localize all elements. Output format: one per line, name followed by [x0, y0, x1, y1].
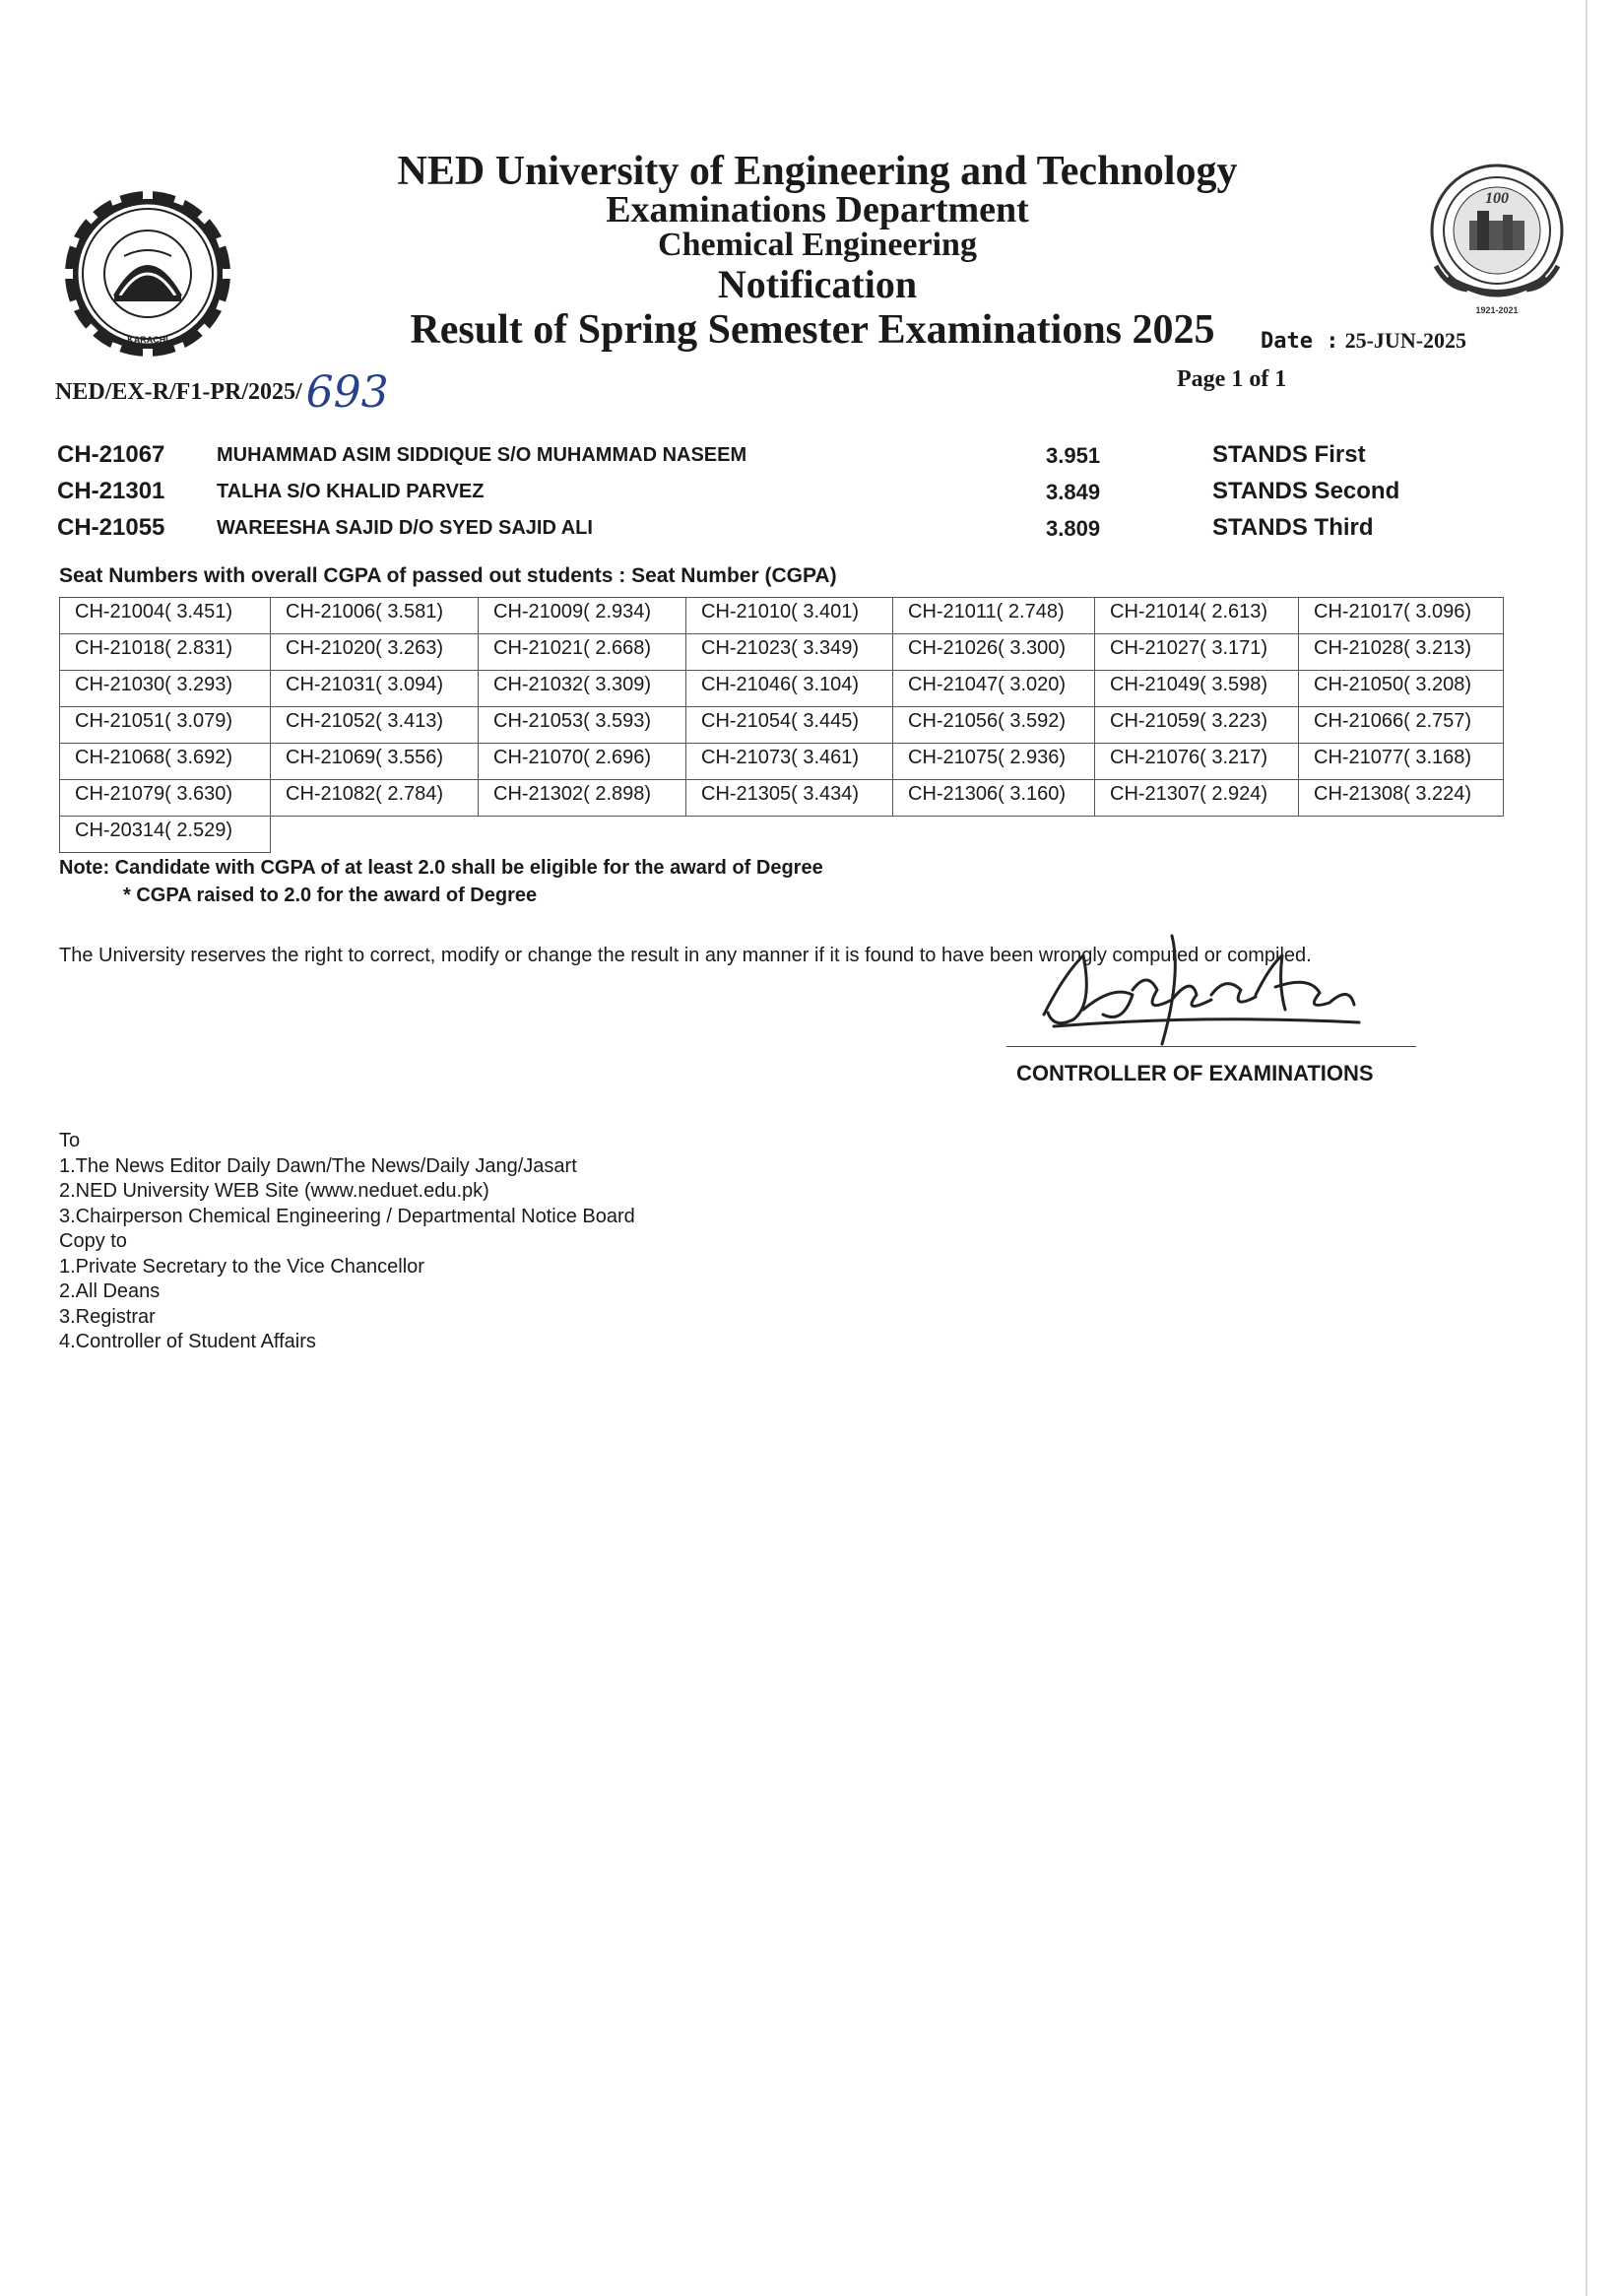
table-cell: CH-21053( 3.593) [479, 707, 686, 744]
table-row [60, 671, 1504, 707]
cgpa-table [59, 597, 1504, 853]
student-name: MUHAMMAD ASIM SIDDIQUE S/O MUHAMMAD NASEEM [217, 444, 747, 466]
table-cell: CH-21075( 2.936) [893, 744, 1095, 780]
ned-centenary-seal-icon [1418, 160, 1576, 317]
seat-number: CH-21055 [57, 514, 165, 541]
table-cell: CH-21049( 3.598) [1095, 671, 1299, 707]
result-title: Result of Spring Semester Examinations 2025 [410, 307, 1215, 353]
position-holder-row [57, 514, 1436, 548]
table-cell: CH-21023( 3.349) [686, 634, 893, 671]
table-cell: CH-21079( 3.630) [60, 780, 271, 817]
table-cell: CH-21069( 3.556) [271, 744, 479, 780]
table-cell: CH-21004( 3.451) [60, 598, 271, 634]
standing: STANDS First [1212, 441, 1366, 468]
seat-number: CH-21301 [57, 478, 165, 504]
standing: STANDS Third [1212, 514, 1374, 541]
table-cell: CH-21050( 3.208) [1299, 671, 1504, 707]
table-cell: CH-21056( 3.592) [893, 707, 1095, 744]
seat-number: CH-21067 [57, 441, 165, 468]
list-item: 4.Controller of Student Affairs [59, 1331, 316, 1352]
eligibility-note: Note: Candidate with CGPA of at least 2.0 shall be eligible for the award of Degree [59, 857, 823, 879]
table-cell: CH-21030( 3.293) [60, 671, 271, 707]
table-cell: CH-21031( 3.094) [271, 671, 479, 707]
table-cell: CH-21077( 3.168) [1299, 744, 1504, 780]
table-cell: CH-21021( 2.668) [479, 634, 686, 671]
table-row [60, 744, 1504, 780]
date-label: Date : [1261, 329, 1339, 354]
student-name: TALHA S/O KHALID PARVEZ [217, 481, 485, 502]
table-cell: CH-21051( 3.079) [60, 707, 271, 744]
table-cell: CH-21026( 3.300) [893, 634, 1095, 671]
table-row [60, 817, 1504, 853]
table-cell: CH-21047( 3.020) [893, 671, 1095, 707]
table-cell: CH-21082( 2.784) [271, 780, 479, 817]
distribution-heading-to: To [59, 1130, 81, 1151]
table-cell: CH-21032( 3.309) [479, 671, 686, 707]
reservation-statement: The University reserves the right to correct, modify or change the result in any manner if it is found to have been wrongly computed or compiled. [59, 945, 1312, 966]
list-item: 1.Private Secretary to the Vice Chancellor [59, 1255, 424, 1278]
reference-number-handwritten: 693 [305, 367, 389, 418]
department-name: Examinations Department [606, 189, 1029, 230]
table-cell-empty [271, 817, 479, 853]
position-holder-row [57, 478, 1436, 511]
table-caption: Seat Numbers with overall CGPA of passed out students : Seat Number (CGPA) [59, 564, 837, 587]
svg-text:100: 100 [1485, 190, 1509, 207]
table-cell: CH-21011( 2.748) [893, 598, 1095, 634]
table-cell: CH-21018( 2.831) [60, 634, 271, 671]
table-cell: CH-21052( 3.413) [271, 707, 479, 744]
table-row [60, 780, 1504, 817]
reference-line [55, 360, 389, 418]
handwritten-signature [1024, 916, 1398, 1054]
list-item: 3.Chairperson Chemical Engineering / Departmental Notice Board [59, 1205, 635, 1227]
table-cell-empty [1095, 817, 1299, 853]
table-cell: CH-21306( 3.160) [893, 780, 1095, 817]
table-cell: CH-21076( 3.217) [1095, 744, 1299, 780]
cgpa-value: 3.809 [1046, 516, 1101, 541]
table-cell: CH-21014( 2.613) [1095, 598, 1299, 634]
table-cell-empty [686, 817, 893, 853]
list-item: 3.Registrar [59, 1305, 156, 1328]
scan-edge [1586, 0, 1588, 2296]
table-cell: CH-21307( 2.924) [1095, 780, 1299, 817]
table-row [60, 707, 1504, 744]
svg-text:KARACHI: KARACHI [127, 335, 168, 345]
table-cell: CH-21020( 3.263) [271, 634, 479, 671]
standing: STANDS Second [1212, 478, 1400, 504]
table-cell: CH-21059( 3.223) [1095, 707, 1299, 744]
cgpa-value: 3.849 [1046, 480, 1101, 504]
signature-line [1006, 1046, 1416, 1047]
list-item: 2.All Deans [59, 1280, 161, 1302]
table-cell: CH-21017( 3.096) [1299, 598, 1504, 634]
list-item: 2.NED University WEB Site (www.neduet.edu.pk) [59, 1180, 489, 1202]
table-row [60, 634, 1504, 671]
position-holder-row [57, 441, 1436, 475]
university-name: NED University of Engineering and Technology [397, 149, 1238, 194]
table-cell: CH-21068( 3.692) [60, 744, 271, 780]
svg-text:1921-2021: 1921-2021 [1475, 305, 1519, 315]
table-cell-empty [893, 817, 1095, 853]
table-cell: CH-21009( 2.934) [479, 598, 686, 634]
table-cell: CH-21054( 3.445) [686, 707, 893, 744]
student-name: WAREESHA SAJID D/O SYED SAJID ALI [217, 517, 593, 539]
table-cell: CH-21305( 3.434) [686, 780, 893, 817]
date-line [1261, 328, 1466, 354]
table-cell-empty [479, 817, 686, 853]
table-cell: CH-21046( 3.104) [686, 671, 893, 707]
table-cell: CH-20314( 2.529) [60, 817, 271, 853]
table-cell: CH-21066( 2.757) [1299, 707, 1504, 744]
distribution-heading-copy-to: Copy to [59, 1230, 127, 1252]
reference-text: NED/EX-R/F1-PR/2025/ [55, 379, 302, 405]
distribution-list [59, 1129, 635, 1355]
date-value: 25-JUN-2025 [1344, 328, 1467, 353]
table-row [60, 598, 1504, 634]
table-cell-empty [1299, 817, 1504, 853]
notice-type: Notification [717, 262, 918, 306]
cgpa-value: 3.951 [1046, 443, 1101, 468]
table-cell: CH-21010( 3.401) [686, 598, 893, 634]
discipline-name: Chemical Engineering [658, 227, 977, 263]
signatory-title: CONTROLLER OF EXAMINATIONS [1016, 1061, 1374, 1085]
list-item: 1.The News Editor Daily Dawn/The News/Daily Jang/Jasart [59, 1154, 577, 1177]
page-number: Page 1 of 1 [1177, 366, 1287, 392]
table-cell: CH-21308( 3.224) [1299, 780, 1504, 817]
table-cell: CH-21027( 3.171) [1095, 634, 1299, 671]
table-cell: CH-21073( 3.461) [686, 744, 893, 780]
table-cell: CH-21028( 3.213) [1299, 634, 1504, 671]
cgpa-raised-note: * CGPA raised to 2.0 for the award of Degree [123, 885, 538, 906]
table-cell: CH-21006( 3.581) [271, 598, 479, 634]
table-cell: CH-21302( 2.898) [479, 780, 686, 817]
table-cell: CH-21070( 2.696) [479, 744, 686, 780]
